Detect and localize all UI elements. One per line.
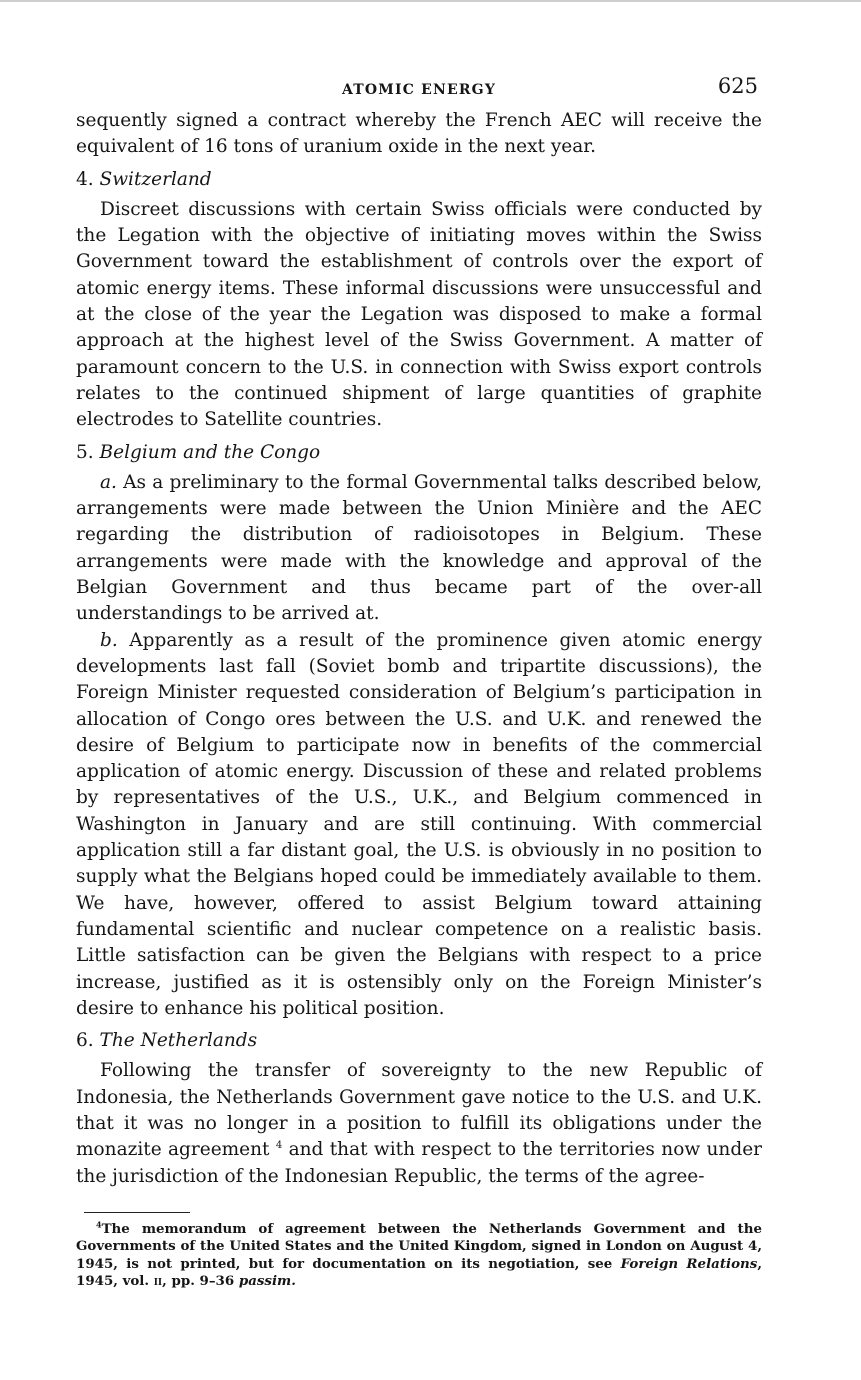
item-letter: b.: [100, 629, 118, 651]
footnote-marker: 4: [96, 1219, 102, 1230]
footnote-reference[interactable]: 4: [275, 1140, 283, 1152]
footnote-divider: [84, 1212, 190, 1213]
continuation-paragraph: sequently signed a contract whereby the French AEC will receive the equivalent of 16 tons of uranium oxide in the next year.: [76, 110, 762, 158]
netherlands-paragraph: [76, 1058, 762, 1189]
running-head: [76, 72, 762, 108]
paragraph-text: Following the transfer of sovereignty to the new Republic of Indonesia, the Netherlands Government gave notice to the U.S. and U.K. that it was no longer in a position to fulfill its obligations under the monazite agreement: [76, 1060, 762, 1161]
switzerland-paragraph: Discreet discussions with certain Swiss officials were conducted by the Legation with the objective of initiating moves within the Swiss Government toward the establishment of controls over the export of atomic energy items. These informal discussions were unsuccessful and at the close of the year the Legation was disposed to make a formal approach at the highest level of the Swiss Government. A matter of paramount concern to the U.S. in connection with Swiss export controls relates to the continued shipment of large quantities of graphite electrodes to Satellite countries.: [76, 198, 762, 431]
section-title: The Netherlands: [99, 1030, 258, 1052]
paragraph-text: As a preliminary to the formal Governmental talks described below, arrangements were made between the Union Minière and the AEC regarding the distribution of radioisotopes in Belgium. These arrangements were made with the knowledge and approval of the Belgian Government and thus became part of the over-all understandings to be arrived at.: [76, 471, 762, 625]
section-number: 5.: [76, 441, 94, 463]
footnote-text: , pp. 9–36: [162, 1273, 239, 1290]
section-heading-netherlands: [76, 1028, 762, 1054]
top-edge-rule: [0, 0, 861, 2]
section-number: 6.: [76, 1030, 94, 1052]
running-title: ATOMIC ENERGY: [341, 82, 497, 98]
footnote-text: The memorandum of agreement between the Netherlands Government and the Governments of the United States and the United Kingdom, signed in London on August 4, 1945, is not printed, but for documentation on its negotiation, see: [76, 1220, 762, 1272]
footnote: [76, 1221, 762, 1291]
section-title: Belgium and the Congo: [99, 441, 321, 463]
item-letter: a.: [100, 471, 117, 493]
page-number: 625: [717, 74, 758, 98]
footnote-text: , 1945, vol.: [76, 1255, 762, 1290]
section-heading-belgium: [76, 440, 762, 466]
footnote-passim: passim.: [238, 1273, 296, 1290]
section-heading-switzerland: [76, 167, 762, 193]
belgium-paragraph-b: [76, 628, 762, 1022]
paragraph-text: Apparently as a result of the prominence given atomic energy developments last fall (Soviet bomb and tripartite discussions), the Foreign Minister requested consideration of Belgium’s participation in allocation of Congo ores between the U.S. and U.K. and renewed the desire of Belgium to participate now in benefits of the commercial application of atomic energy. Discussion of these and related problems by representatives of the U.S., U.K., and Belgium commenced in Washington in January and are still continuing. With commercial application still a far distant goal, the U.S. is obviously in no position to supply what the Belgians hoped could be immediately available to them. We have, however, offered to assist Belgium toward attaining fundamental scientific and nuclear competence on a realistic basis. Little satisfaction can be given the Belgians with respect to a price increase, justified as it is ostensibly only on the Foreign Minister’s desire to enhance his political position.: [76, 629, 762, 1019]
footnote-source-title: Foreign Relations: [620, 1255, 758, 1272]
section-number: 4.: [76, 168, 94, 190]
section-title: Switzerland: [99, 168, 212, 190]
body-text: [76, 108, 762, 1190]
belgium-paragraph-a: [76, 470, 762, 628]
paragraph-text: and that with respect to the territories now under the jurisdiction of the Indonesian Republic, the terms of the agree-: [76, 1139, 762, 1187]
footnote-volume: ii: [153, 1273, 163, 1290]
document-page: [76, 72, 762, 1291]
